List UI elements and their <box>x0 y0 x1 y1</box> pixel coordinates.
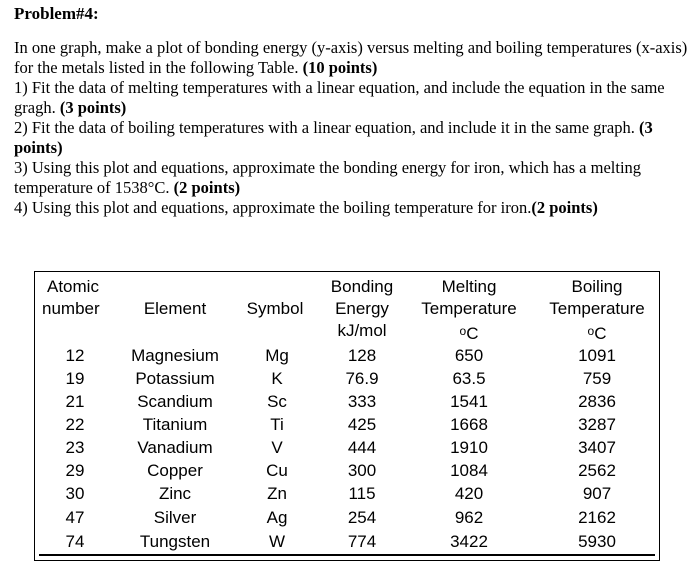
cell-number: 21 <box>65 392 85 411</box>
cell-energy: 425 <box>347 415 377 434</box>
header-energy-unit: kJ/mol <box>337 321 387 340</box>
cell-symbol: W <box>268 532 286 551</box>
task-4-text: 4) Using this plot and equations, approximate the boiling temperature for iron. <box>14 198 532 217</box>
cell-energy: 300 <box>347 461 377 480</box>
task-4 <box>14 198 694 218</box>
task-2-text: 2) Fit the data of boiling temperatures with a linear equation, and include it in the same graph. <box>14 118 639 137</box>
cell-symbol: Zn <box>267 484 287 503</box>
table-bottom-rule <box>39 554 655 556</box>
cell-boiling: 5930 <box>578 532 616 551</box>
cell-melting: 63.5 <box>452 369 486 388</box>
cell-element: Tungsten <box>139 532 211 551</box>
cell-boiling: 907 <box>582 484 612 503</box>
cell-element: Scandium <box>137 392 213 411</box>
header-element: Element <box>143 299 207 318</box>
intro-points: (10 points) <box>302 58 378 77</box>
header-boiling: Boiling <box>571 277 623 296</box>
cell-energy: 128 <box>347 346 377 365</box>
cell-number: 74 <box>65 532 85 551</box>
cell-energy: 444 <box>347 438 377 457</box>
cell-number: 19 <box>65 369 85 388</box>
cell-symbol: Sc <box>267 392 287 411</box>
cell-number: 30 <box>65 484 85 503</box>
task-3-points: (2 points) <box>173 178 241 197</box>
cell-melting: 650 <box>454 346 484 365</box>
header-boiling-unit: $^o$C <box>587 324 607 343</box>
cell-element: Magnesium <box>131 346 219 365</box>
cell-symbol: K <box>271 369 283 388</box>
cell-boiling: 759 <box>582 369 612 388</box>
cell-boiling: 2836 <box>578 392 616 411</box>
cell-element: Titanium <box>142 415 208 434</box>
cell-number: 12 <box>65 346 85 365</box>
cell-melting: 1541 <box>450 392 488 411</box>
cell-element: Copper <box>147 461 203 480</box>
task-1-points: (3 points) <box>59 98 127 117</box>
header-bonding: Bonding <box>330 277 394 296</box>
task-1 <box>14 78 694 118</box>
task-1-text: 1) Fit the data of melting temperatures with a linear equation, and include the equation in the same gragh. <box>14 78 665 117</box>
problem-intro <box>14 38 694 78</box>
cell-boiling: 3407 <box>578 438 616 457</box>
metals-table <box>34 271 660 561</box>
cell-energy: 254 <box>347 508 377 527</box>
header-symbol: Symbol <box>246 299 304 318</box>
cell-symbol: Cu <box>266 461 288 480</box>
task-3 <box>14 158 694 198</box>
cell-symbol: Ti <box>270 415 284 434</box>
cell-energy: 774 <box>347 532 377 551</box>
cell-symbol: Mg <box>265 346 289 365</box>
header-boiling-temperature: Temperature <box>549 299 645 318</box>
cell-boiling: 1091 <box>578 346 616 365</box>
cell-element: Vanadium <box>137 438 213 457</box>
cell-melting: 962 <box>454 508 484 527</box>
degree-symbol-boiling: o <box>587 324 595 338</box>
cell-melting: 1668 <box>450 415 488 434</box>
task-2 <box>14 118 694 158</box>
cell-energy: 115 <box>348 484 376 503</box>
header-melting-temperature: Temperature <box>421 299 517 318</box>
cell-boiling: 2162 <box>578 508 616 527</box>
cell-element: Silver <box>153 508 197 527</box>
header-energy: Energy <box>335 299 389 318</box>
task-4-points: (2 points) <box>531 198 598 217</box>
degree-symbol-melting: o <box>459 324 467 338</box>
header-atomic: Atomic <box>47 277 99 296</box>
header-melting: Melting <box>441 277 497 296</box>
cell-melting: 420 <box>454 484 484 503</box>
cell-energy: 333 <box>347 392 377 411</box>
cell-symbol: V <box>271 438 283 457</box>
cell-boiling: 3287 <box>578 415 616 434</box>
problem-title: Problem#4: <box>14 4 99 23</box>
header-number: number <box>42 299 100 318</box>
cell-number: 23 <box>65 438 85 457</box>
task-2-points: (3 points) <box>14 118 653 157</box>
cell-number: 47 <box>65 508 85 527</box>
cell-melting: 1084 <box>450 461 488 480</box>
cell-boiling: 2562 <box>578 461 616 480</box>
intro-text: In one graph, make a plot of bonding energy (y-axis) versus melting and boiling temperatures (x-axis) for the metals listed in the following Table. <box>14 38 688 77</box>
cell-element: Zinc <box>158 484 192 503</box>
cell-melting: 3422 <box>450 532 488 551</box>
cell-number: 22 <box>65 415 85 434</box>
header-melting-unit: $^o$C <box>459 324 479 343</box>
cell-number: 29 <box>65 461 85 480</box>
cell-melting: 1910 <box>450 438 488 457</box>
task-3-text: 3) Using this plot and equations, approximate the bonding energy for iron, which has a melting temperature of 1538°C. <box>14 158 642 197</box>
problem-document <box>14 4 694 218</box>
cell-energy: 76.9 <box>345 369 379 388</box>
cell-symbol: Ag <box>266 508 288 527</box>
cell-element: Potassium <box>135 369 215 388</box>
